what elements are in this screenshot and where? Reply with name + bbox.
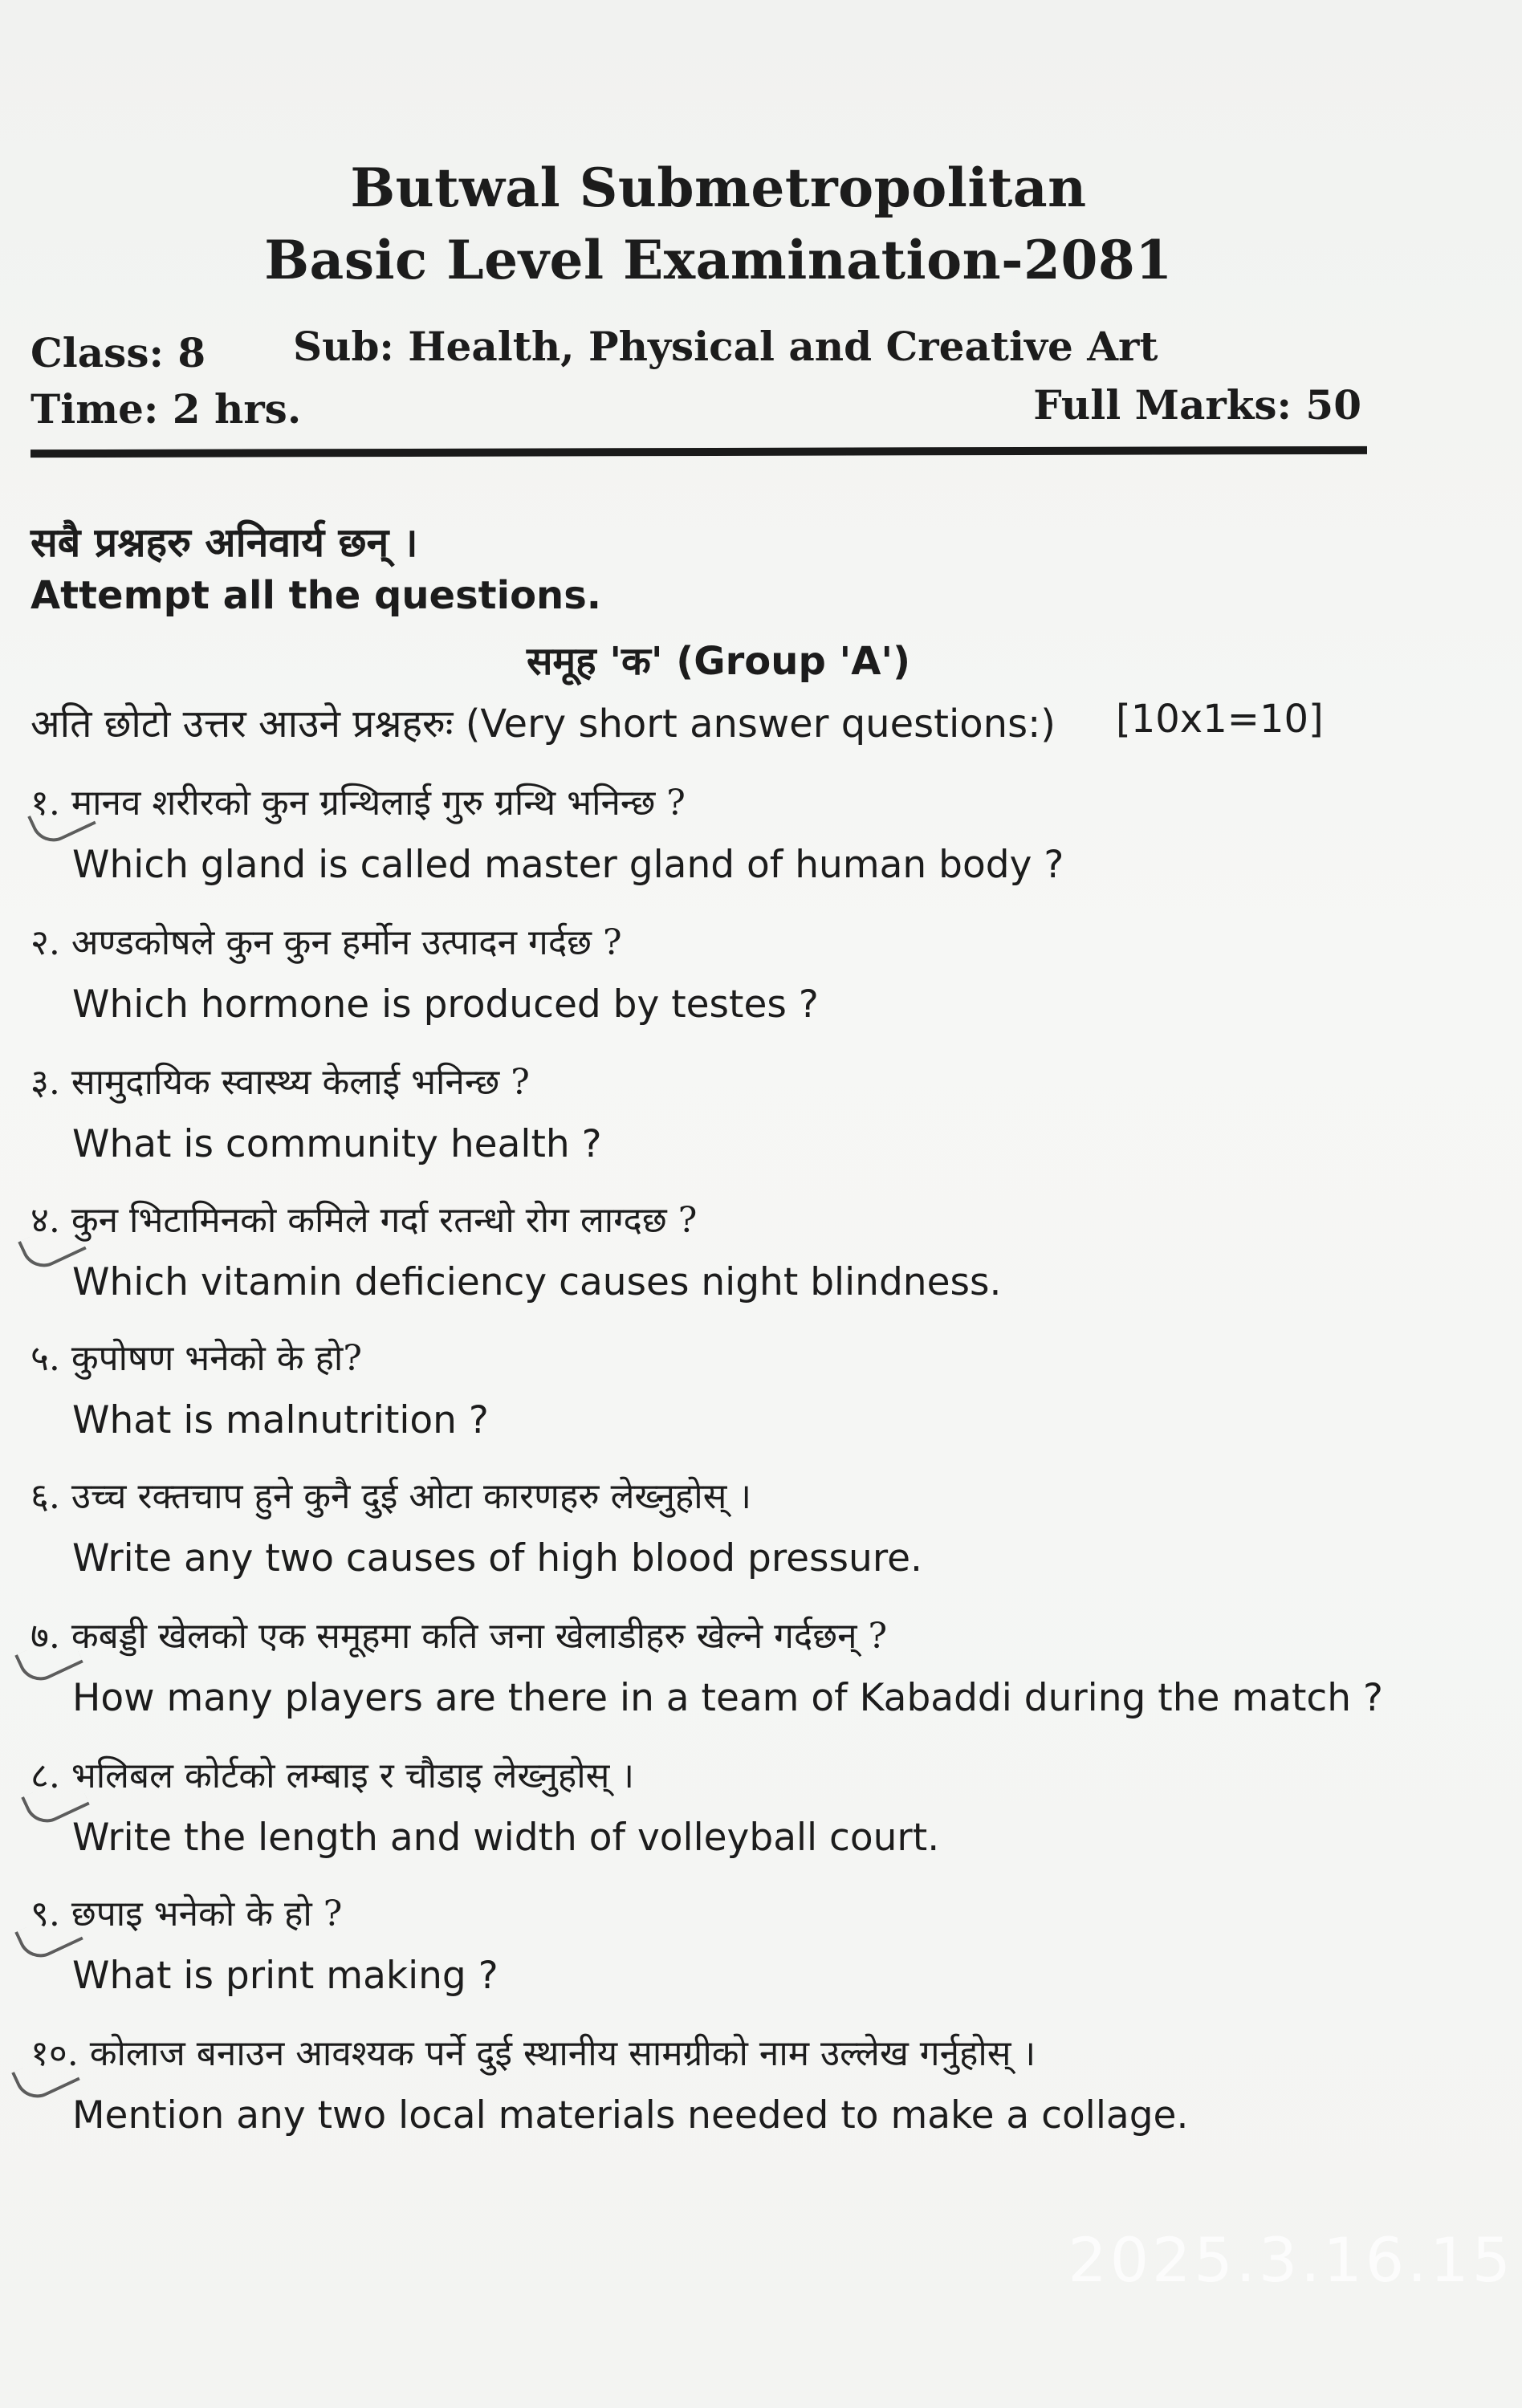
question-nepali: ९. छपाइ भनेको के हो ?: [31, 1893, 343, 1934]
question-item: [31, 917, 819, 1027]
question-english: What is print making ?: [72, 1954, 499, 1998]
instruction-nepali: सबै प्रश्नहरु अनिवार्य छन् ।: [31, 519, 418, 566]
time-label: Time: 2 hrs.: [31, 385, 302, 433]
question-nepali: २. अण्डकोषले कुन कुन हर्मोन उत्पादन गर्दछ ?: [31, 922, 622, 963]
subject-label: Sub: Health, Physical and Creative Art: [293, 323, 1158, 370]
question-english: How many players are there in a team of Kabaddi during the match ?: [72, 1676, 1383, 1720]
question-item: [31, 1888, 499, 1998]
instruction-english: Attempt all the questions.: [31, 573, 602, 618]
exam-title-line1: Butwal Submetropolitan: [350, 157, 1087, 219]
question-nepali: ८. भलिबल कोर्टको लम्बाइ र चौडाइ लेख्नुहोस् ।: [31, 1755, 635, 1796]
group-heading: समूह 'क' (Group 'A'): [526, 639, 911, 684]
header-divider: [31, 446, 1367, 458]
question-item: [31, 1332, 489, 1442]
question-english: What is malnutrition ?: [72, 1398, 489, 1442]
question-english: Write any two causes of high blood pressure.: [72, 1536, 922, 1580]
class-label: Class: 8: [31, 329, 206, 376]
question-english: Which vitamin deficiency causes night blindness.: [72, 1260, 1002, 1304]
full-marks-label: Full Marks: 50: [1033, 381, 1361, 429]
question-item: [31, 2028, 1188, 2138]
question-english: What is community health ?: [72, 1122, 602, 1166]
question-item: [31, 1470, 922, 1580]
question-item: [31, 1056, 602, 1166]
question-item: [31, 1750, 939, 1860]
question-english: Mention any two local materials needed to make a collage.: [72, 2093, 1189, 2138]
timestamp-watermark: 2025.3.16.15: [1068, 2224, 1514, 2296]
question-nepali: ७. कबड्डी खेलको एक समूहमा कति जना खेलाडीहरु खेल्ने गर्दछन् ?: [31, 1616, 888, 1657]
question-nepali: ४. कुन भिटामिनको कमिले गर्दा रतन्धो रोग लाग्दछ ?: [31, 1200, 698, 1241]
question-english: Which gland is called master gland of human body ?: [72, 843, 1064, 887]
question-item: [31, 1610, 1383, 1720]
question-nepali: १. मानव शरीरको कुन ग्रन्थिलाई गुरु ग्रन्थि भनिन्छ ?: [31, 783, 686, 824]
exam-title-line2: Basic Level Examination-2081: [264, 229, 1173, 291]
question-nepali: ५. कुपोषण भनेको के हो?: [31, 1338, 362, 1379]
section-label: अति छोटो उत्तर आउने प्रश्नहरुः (Very short answer questions:): [31, 702, 1056, 746]
question-nepali: ६. उच्च रक्तचाप हुने कुनै दुई ओटा कारणहरु लेख्नुहोस् ।: [31, 1476, 752, 1517]
question-english: Which hormone is produced by testes ?: [72, 982, 819, 1027]
section-marks: [10x1=10]: [1116, 697, 1324, 742]
question-english: Write the length and width of volleyball court.: [72, 1816, 940, 1860]
question-item: [31, 1194, 1001, 1304]
question-nepali: १०. कोलाज बनाउन आवश्यक पर्ने दुई स्थानीय सामग्रीको नाम उल्लेख गर्नुहोस् ।: [31, 2033, 1036, 2074]
question-nepali: ३. सामुदायिक स्वास्थ्य केलाई भनिन्छ ?: [31, 1062, 530, 1103]
question-item: [31, 777, 1064, 887]
